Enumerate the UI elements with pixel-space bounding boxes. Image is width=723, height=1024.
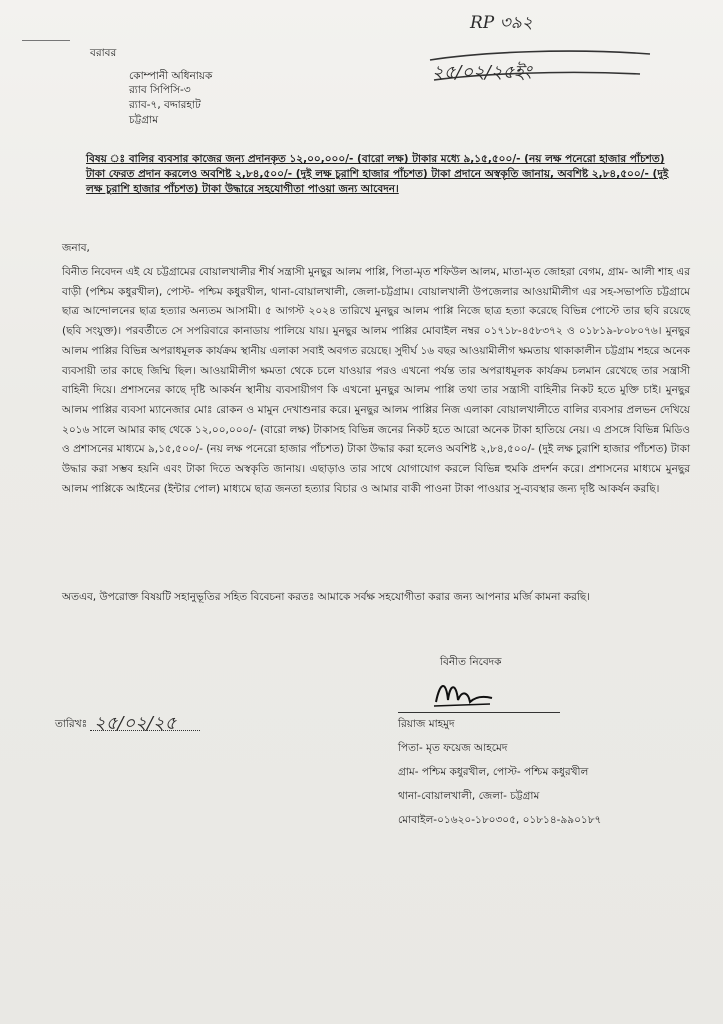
signature-heading: বিনীত নিবেদক [440,656,502,668]
letter-closing: অতএব, উপরোক্ত বিষয়টি সহানুভূতির সহিত বিবেচনা করতঃ আমাকে সর্বক্ষ সহযোগীতা করার জন্য আপনার মর্জি কামনা করছি। [62,591,591,603]
date-label: তারিখঃ [55,718,88,730]
signer-name: রিয়াজ মাহমুদ [398,718,455,730]
signer-thana: থানা-বোয়ালখালী, জেলা- চট্টগ্রাম [398,790,540,802]
date-underline [90,730,200,731]
signer-village: গ্রাম- পশ্চিম কধুরখীল, পোস্ট- পশ্চিম কধুরখীল [398,766,589,778]
recipient-address1: র‍্যাব-৭, বদ্দারহাট [129,99,201,111]
recipient-address2: চট্টগ্রাম [129,114,159,126]
annotation-date: ২৫/০২/২৫ইং [432,62,532,83]
signer-mobile: মোবাইল-০১৬২০-১৮০৩০৫, ০১৮১৪-৯৯০১৮৭ [398,814,602,826]
handwritten-signature-icon [430,672,500,712]
signer-father: পিতা- মৃত ফয়েজ আহমেদ [398,742,508,754]
recipient-to: বরাবর [90,47,117,59]
annotation-reference: RP ৩৯২ [470,13,533,33]
date-value: ২৫/০২/২৫ [94,713,177,734]
signature-line [398,712,560,713]
recipient-unit: র‍্যাব সিপিসি-৩ [129,84,191,96]
letter-body: বিনীত নিবেদন এই যে চট্টগ্রামের বোয়ালখালীর শীর্ষ সন্ত্রাসী মুনছুর আলম পাপ্পি, পিতা-মৃত শফিউল আলম, মাতা-মৃত জোহরা বেগম, গ্রাম- আলী শাহ এর বাড়ী (পশ্চিম কধুরখীল), পোস্ট- পশ্চিম কধুরখীল, থানা-বোয়ালখালী, জেলা-চট্টগ্রাম। বোয়ালখালী উপজেলার আওয়ামীলীগ এর সহ-সভাপতি চট্টগ্রামে ছাত্র আন্দোলনের ছাত্র হত্যার অন্যতম আসামী। ৫ আগস্ট ২০২৪ তারিখে মুনছুর আলম পাপ্পি নিজে ছাত্র হত্যা করেছে বিভিন্ন পোস্টে তার ছবি রয়েছে (ছবি সংযুক্ত)। পরবর্তীতে সে সপরিবারে কানাডায় পালিয়ে যায়। মুনছুর আলম পাপ্পির মোবাইল নম্বর ০১৭১৮-৪৫৮৩৭২ ও ০১৮১৯-৮০৮০৭৬। মুনছুর আলম পাপ্পির বিভিন্ন অপরাধমূলক কার্যক্রম স্থানীয় এলাকা সবাই অবগত রয়েছে। সুদীর্ঘ ১৬ বছর আওয়ামীলীগ ক্ষমতায় থাকাকালীন চট্টগ্রাম শহরে অনেক ব্যবসায়ী তার কাছে জিম্মি ছিল। আওয়ামীলীগ ক্ষমতা থেকে চলে যাওয়ার পরও এখনো পর্যন্ত তার অপরাধমূলক কার্যক্রম চলমান রেখেছে তার সন্ত্রাসী বাহিনী দিয়ে। প্রশাসনের কাছে দৃষ্টি আকর্ষন স্থানীয় ব্যবসায়ীগণ কি এখনো মুনছুর আলম পাপ্পি তথা তার সন্ত্রাসী বাহিনীর নিকট হতে মুক্তি চাই। মুনছুর আলম পাপ্পির ব্যবসা ম্যানেজার মোঃ রোকন ও মামুন দেখাশুনার করে। মুনছুর আলম পাপ্পির নিজ এলাকা বোয়ালখালীতে বালির ব্যবসার প্রলভন দেখিয়ে ২০১৬ সালে আমার কাছ থেকে ১২,০০,০০০/- (বারো লক্ষ) টাকাসহ বিভিন্ন জনের নিকট হতে আরো অনেক টাকা হাতিয়ে নেয়। এ প্রসঙ্গে বিভিন্ন মিডিও ও প্রশাসনের মাধ্যমে ৯,১৫,৫০০/- (নয় লক্ষ পনেরো হাজার পাঁচশত) টাকা উদ্ধার করা হলেও অবশিষ্ট ২,৮৪,৫০০/- (দুই লক্ষ চুরাশি হাজার পাঁচশত) টাকা উদ্ধার করা সম্ভব হয়নি এবং টাকা দিতে অস্বকৃতি জানায়। এছাড়াও তার সাথে যোগাযোগ করলে বিভিন্ন হুমকি প্রদর্শন করে। প্রশাসনের মাধ্যমে মুনছুর আলম পাপ্পিকে আইনের (ইন্টার পোল) মাধ্যমে ছাত্র জনতা হত্যার বিচার ও আমার বাকী পাওনা টাকা পাওয়ার সু-ব্যবস্থার জন্য দৃষ্টি আকর্ষন করছি। [62,266,690,495]
top-rule [22,40,70,41]
recipient-designation: কোম্পানী অধিনায়ক [129,70,213,82]
salutation: জনাব, [62,242,90,254]
letter-subject: বিষয় ঃ বালির ব্যবসার কাজের জন্য প্রদানকৃত ১২,০০,০০০/- (বারো লক্ষ) টাকার মধ্যে ৯,১৫,৫০০/- (নয় লক্ষ পনেরো হাজার পাঁচশত) টাকা ফেরত প্রদান করলেও অবশিষ্ট ২,৮৪,৫০০/- (দুই লক্ষ চুরাশি হাজার পাঁচশত) টাকা প্রদানে অস্বকৃতি জানায়, অবশিষ্ট ২,৮৪,৫০০/- (দুই লক্ষ চুরাশি হাজার পাঁচশত) টাকা উদ্ধারে সহযোগীতা পাওয়া জন্য আবেদন। [86,153,669,195]
